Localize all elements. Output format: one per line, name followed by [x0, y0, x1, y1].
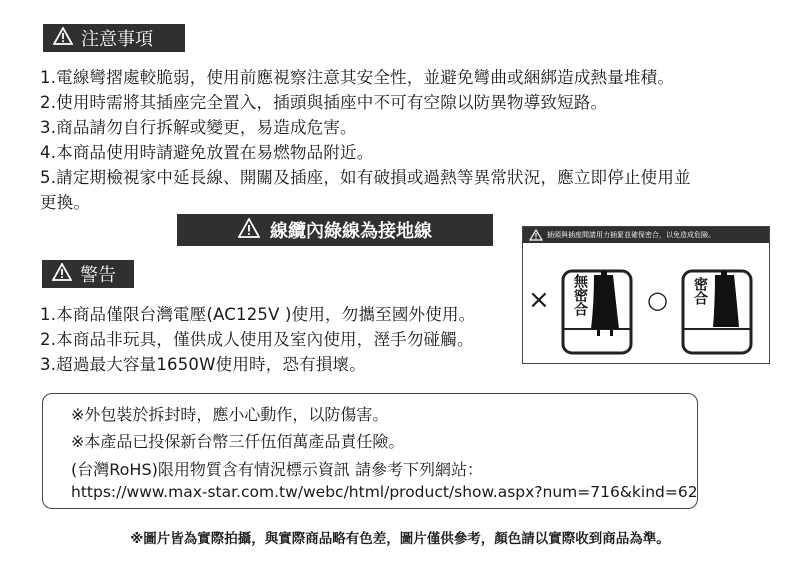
plug-diagram-banner-text: 插頭與插座間請用力插緊並確保密合，以免造成危險。: [547, 231, 715, 239]
caution-title: 注意事項: [81, 29, 153, 50]
caution-item: 1.電線彎摺處較脆弱，使用前應視察注意其安全性，並避免彎曲或綑綁造成熱量堆積。: [40, 68, 675, 87]
plug-diagram-banner: [523, 227, 769, 243]
warning-triangle-icon: [53, 27, 73, 50]
caution-item: 3.商品請勿自行拆解或變更，易造成危害。: [40, 118, 357, 137]
note-line: (台灣RoHS)限用物質含有情況標示資訊 請參考下列網站：: [71, 460, 483, 479]
note-line: ※外包裝於拆封時，應小心動作，以防傷害。: [71, 405, 389, 424]
note-line: ※本產品已投保新台幣三仟伍佰萬產品責任險。: [71, 432, 405, 451]
right-label: 密合: [692, 277, 708, 305]
caution-item: 4.本商品使用時請避免放置在易燃物品附近。: [40, 143, 374, 162]
right-mark: ○: [647, 286, 668, 314]
warning-triangle-icon: [238, 218, 260, 243]
warning-item: 1.本商品僅限台灣電壓(AC125V )使用，勿攜至國外使用。: [40, 305, 476, 324]
ground-wire-text: 線纜內綠線為接地線: [270, 221, 432, 242]
caution-item: 2.使用時需將其插座完全置入，插頭與插座中不可有空隙以防異物導致短路。: [40, 93, 608, 112]
caution-list: [40, 65, 691, 215]
warning-triangle-icon: [529, 229, 543, 241]
caution-item: 5.請定期檢視家中延長線、開關及插座，如有破損或過熱等異常狀況，應立即停止使用並: [40, 168, 691, 187]
warning-item: 2.本商品非玩具，僅供成人使用及室內使用，溼手勿碰觸。: [40, 330, 474, 349]
wrong-label: 無密合: [572, 274, 588, 316]
warning-list: [40, 302, 475, 377]
ground-wire-banner: [177, 214, 493, 246]
warning-title: 警告: [80, 265, 116, 286]
caution-item: 更換。: [40, 193, 91, 212]
photo-disclaimer: ※圖片皆為實際拍攝，與實際商品略有色差，圖片僅供參考，顏色請以實際收到商品為準。: [130, 531, 670, 547]
warning-header: [42, 260, 134, 288]
caution-header: [43, 24, 185, 52]
rohs-url: https://www.max-star.com.tw/webc/html/product/show.aspx?num=716&kind=62: [71, 483, 698, 501]
warning-triangle-icon: [52, 263, 72, 286]
warning-item: 3.超過最大容量1650W使用時，恐有損壞。: [40, 355, 366, 374]
wrong-mark: ×: [528, 285, 550, 315]
plug-diagram: [522, 226, 770, 364]
